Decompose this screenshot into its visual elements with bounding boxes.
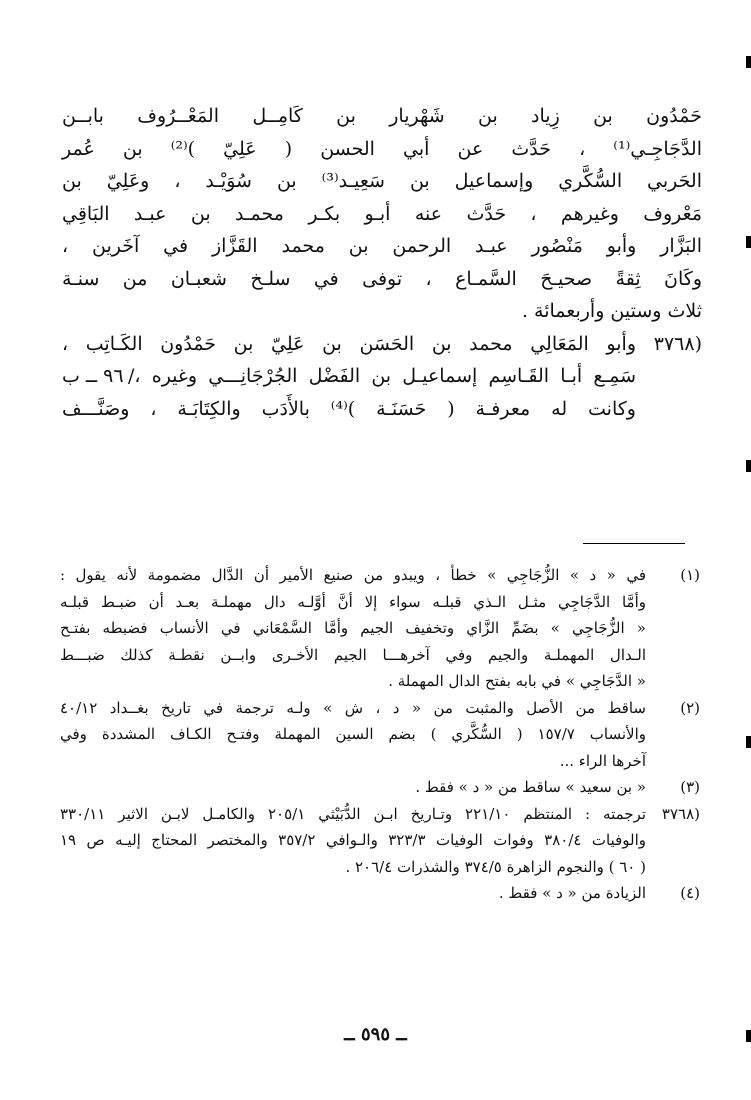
text-line: مَعْروف وغيرهم ، حَدَّث عنه أبـو بكـر محمـد بن عبـد البَاقِي [62,202,702,225]
footnote-line: ساقط من الأصل والمثبت من « د ، ش » ولـه ترجمة في تاريخ بغــداد ٤٠/١٢ [60,698,646,717]
footnote-line: والأنساب ١٥٧/٧ ( السُّكَّري ) بضم السين المهملة وفتـح الكـاف المشددة وفي [60,725,646,743]
entry-line [62,328,702,361]
page-edge-mark [746,736,751,748]
footnote-number: (٣) [680,778,700,796]
footnote-line: ( ٦٠ ) والنجوم الزاهرة ٣٧٤/٥ والشذرات ٢٠٦/٤ . [345,857,646,876]
footnote-separator [583,543,685,544]
footnote-entry-3768 [60,801,700,881]
footnote-number: (١) [680,566,700,584]
text-line: وكانت له معرفـة ( حَسَنَـة )⁽⁴⁾ بالأَدَب والكِتَابَـة ، وصَنَّـــف [62,397,636,420]
footnote-line: « الزُّجَاجِي » بضَمِّ الزَّاي وتخفيف الجيم وأمَّا السَّمْعَاني في الأنساب فضبطه بفتـح [60,619,646,637]
page-edge-mark [746,56,751,68]
footnote-line: الـدال المهملـة والجيم وفي آخرهـــا الجيم الأخـرى وابــن نقطـة كذلك ضبـــط [60,645,646,664]
footnote-body [60,695,646,775]
text-line: الحَربي السُّكَّري وإسماعيل بن سَعِيـد⁽³⁾ بن سُوَيْـد ، وعَلِيّ بن [62,170,702,192]
page-edge-mark [746,236,751,248]
footnotes [60,562,700,907]
footnote-number: (٢) [680,698,700,717]
footnote-2 [60,695,700,775]
footnote-3 [60,774,700,801]
text-line: وكَانَ ثِقةً صحيـحَ السَّمـاع ، توفى في سلـخ شعبـان من سنـة [62,267,702,290]
footnote-line: في « د » الزُّجَاجِي » خطأ ، ويبدو من صنيع الأمير أن الدَّال مضمومة لأنه يقول : [60,566,646,584]
text-line: حَمْدُون بن زِياد بن شَهْريار بن كَامِــل المَعْــرُوف بابــن [62,105,702,127]
footnote-line: « بن سعيد » ساقط من « د » فقط . [415,778,646,796]
footnote-body [60,880,646,907]
main-text [62,100,702,425]
footnote-1 [60,562,700,695]
entry-line [62,393,702,426]
text-line: وأبو المَعَالِي محمد بن الحَسَن بن عَلِيّ بن حَمْدُون الكَـاتِب ، [62,332,636,355]
footnote-body [60,774,646,801]
text-line: ثلاث وستين وأربعمائة . [521,300,702,322]
footnote-line: ترجمته : المنتظم ٢٢١/١٠ وتـاريخ ابـن الدُّبَيْثي ٢٠٥/١ والكامـل لابـن الاثير ٣٣٠/١١ [60,804,646,823]
entry-line [62,360,702,393]
footnote-line: الزيادة من « د » فقط . [498,884,646,902]
text-line: البَزَّار وأبو مَنْصُور عبـد الرحمن بن محمد القَزَّاز في آخَرين ، [62,235,702,257]
text-line: الدَّجَاجِـي⁽¹⁾ ، حَدَّث عن أبي الحسن ( عَلِيّ )⁽²⁾ بن عُمر [62,137,702,160]
footnote-number: (٤) [680,884,700,902]
entry-number: (٣٧٦٨ [653,332,702,355]
footnote-line: « الدَّجَاجِي » في بابه بفتح الدال المهملة . [388,672,646,690]
footnote-body [60,562,646,695]
footnote-number: (٣٧٦٨ [661,804,700,823]
footnote-line: وأمَّا الدَّجَاجِي مثـل الـذي قبلـه سواء إلا أنَّ أوَّلـه دال مهملـة بعـد أن ضبـط قبلـه [60,592,646,611]
page-edge-mark [746,460,751,472]
footnote-line: والوفيات ٣٨٠/٤ وفوات الوفيات ٣٢٣/٣ والـوافي ٣٥٧/٢ والمختصر المحتاج إليـه ص ١٩ [60,831,646,849]
folio-side-note: ٩٦ ــ ب [62,365,124,387]
text-line: سَمِـع أبـا القَـاسِم إسماعيـل بن الفَضْل الجُرْجَانِـــي وغيره ،/ [128,365,636,387]
footnote-body [60,801,646,881]
page-number: ــ ٥٩٥ ــ [344,1024,407,1045]
footnote-line: آخرها الراء ... [559,751,646,770]
footnote-4 [60,880,700,907]
